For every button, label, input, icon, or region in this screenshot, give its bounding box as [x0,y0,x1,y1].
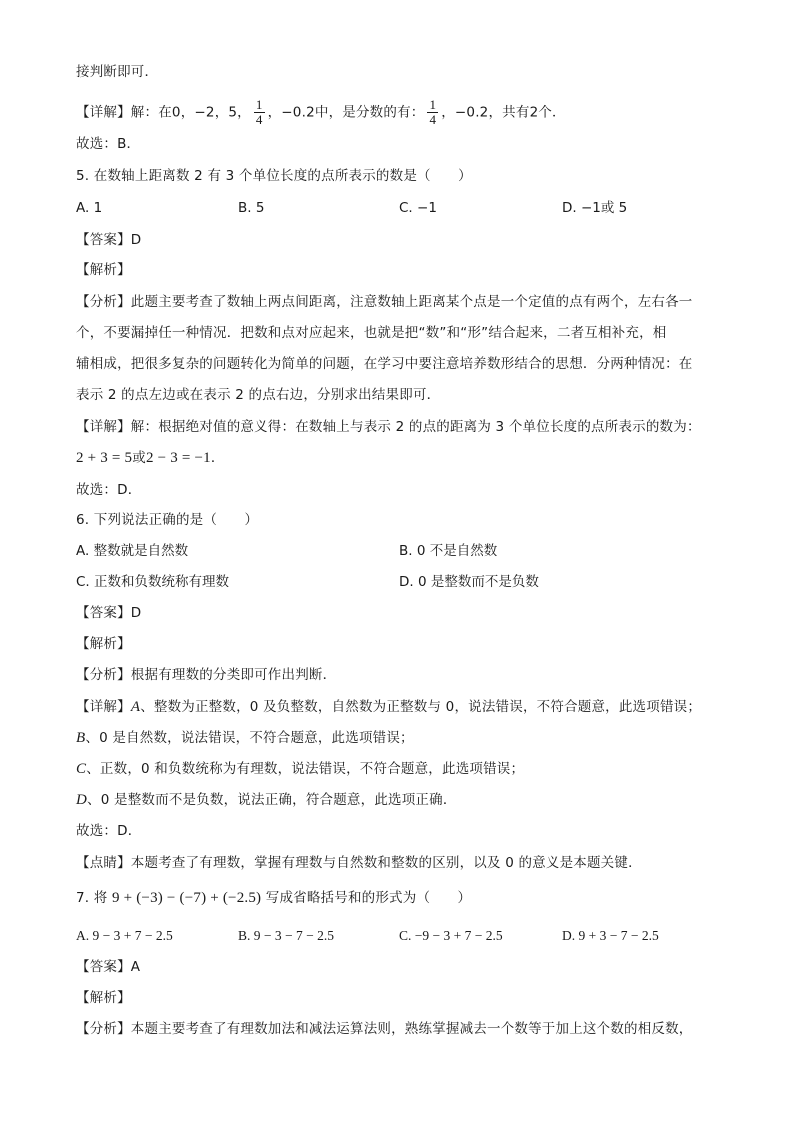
question-6: 6. 下列说法正确的是（ ） [76,512,259,528]
option-c: C. −9 − 3 + 7 − 2.5 [399,928,503,943]
option-a: A. 整数就是自然数 [76,543,189,559]
text-line [76,728,414,748]
option-c: C. 正数和负数统称有理数 [76,574,230,590]
answer-label: 【答案】D [76,232,142,248]
fraction-numerator: 1 [429,97,437,112]
text-line: 个，不要漏掉任一种情况．把数和点对应起来，也就是把“数”和“形”结合起来，二者互相补充，相 [76,325,667,341]
text-span: ，−0.2中，是分数的有： [267,104,425,121]
option-b: B. 9 − 3 − 7 − 2.5 [238,928,334,943]
analysis-label: 【解析】 [76,990,131,1006]
question-5: 5. 在数轴上距离数 2 有 3 个单位长度的点所表示的数是（ ） [76,168,472,184]
text-span: ，−0.2，共有2个． [441,104,566,121]
option-d: D. −1或 5 [562,200,628,216]
math-expression: 2 − 3 = −1 [145,450,211,466]
option-letter: D [76,792,88,808]
text-line: 【点睛】本题考查了有理数，掌握有理数与自然数和整数的区别，以及 0 的意义是本题关键． [76,855,642,871]
option-c: C. −1 [399,200,437,216]
text-span: ． [210,450,225,466]
text-line [76,759,524,779]
analysis-label: 【解析】 [76,636,131,652]
option-a: A. 9 − 3 + 7 − 2.5 [76,928,173,943]
fraction [254,98,265,127]
text-span: 、0 是整数而不是负数，说法正确，符合题意，此选项正确． [87,792,457,808]
math-expression: 2 + 3 = 5 [76,450,133,466]
answer-label: 【答案】A [76,959,141,975]
text-line: 【分析】此题主要考查了数轴上两点间距离，注意数轴上距离某个点是一个定值的点有两个，左右各一 [76,294,693,310]
question-7 [76,888,471,908]
text-span: 【详解】解：在0，−2，5， [76,104,251,121]
analysis-label: 【解析】 [76,262,131,278]
option-letter: C [76,761,87,777]
fraction-denominator: 4 [429,112,437,127]
text-span: 、整数为正整数，0 及负整数，自然数为正整数与 0，说法错误，不符合题意，此选项错误； [140,699,702,715]
math-expression: 9 + (−3) − (−7) + (−2.5) [111,890,262,906]
answer-label: 【答案】D [76,605,142,621]
text-line: 故选：D． [76,482,142,498]
option-letter: A [130,699,141,715]
text-line [76,448,225,468]
option-letter: B [76,730,86,746]
text-line: 【分析】本题主要考查了有理数加法和减法运算法则，熟练掌握减去一个数等于加上这个数的相反数， [76,1021,693,1037]
option-b: B. 0 不是自然数 [399,543,498,559]
text-span: 、0 是自然数，说法错误，不符合题意，此选项错误； [85,730,414,746]
option-b: B. 5 [238,200,265,216]
text-line: 【分析】根据有理数的分类即可作出判断． [76,667,337,683]
text-span: 【详解】 [76,699,131,715]
text-span: 、正数，0 和负数统称为有理数，说法错误，不符合题意，此选项错误； [86,761,525,777]
text-span: 或 [132,450,146,466]
text-line: 故选：B． [76,136,141,152]
text-line: 辅相成，把很多复杂的问题转化为简单的问题，在学习中要注意培养数形结合的思想．分两种情况：在 [76,356,693,372]
fraction-numerator: 1 [255,97,263,112]
option-a: A. 1 [76,200,103,216]
fraction-denominator: 4 [255,112,263,127]
text-line [76,697,701,717]
text-line [76,98,566,127]
text-line: 表示 2 的点左边或在表示 2 的点右边，分别求出结果即可． [76,387,441,403]
text-line: 故选：D． [76,823,142,839]
fraction [427,98,438,127]
text-line: 【详解】解：根据绝对值的意义得：在数轴上与表示 2 的点的距离为 3 个单位长度的点所表示的数为： [76,419,701,435]
option-d: D. 9 + 3 − 7 − 2.5 [562,928,659,943]
text-span: 写成省略括号和的形式为（ ） [261,890,472,906]
text-line: 接判断即可． [76,64,159,80]
option-d: D. 0 是整数而不是负数 [399,574,539,590]
text-line [76,790,457,810]
text-span: 7. 将 [76,890,112,906]
